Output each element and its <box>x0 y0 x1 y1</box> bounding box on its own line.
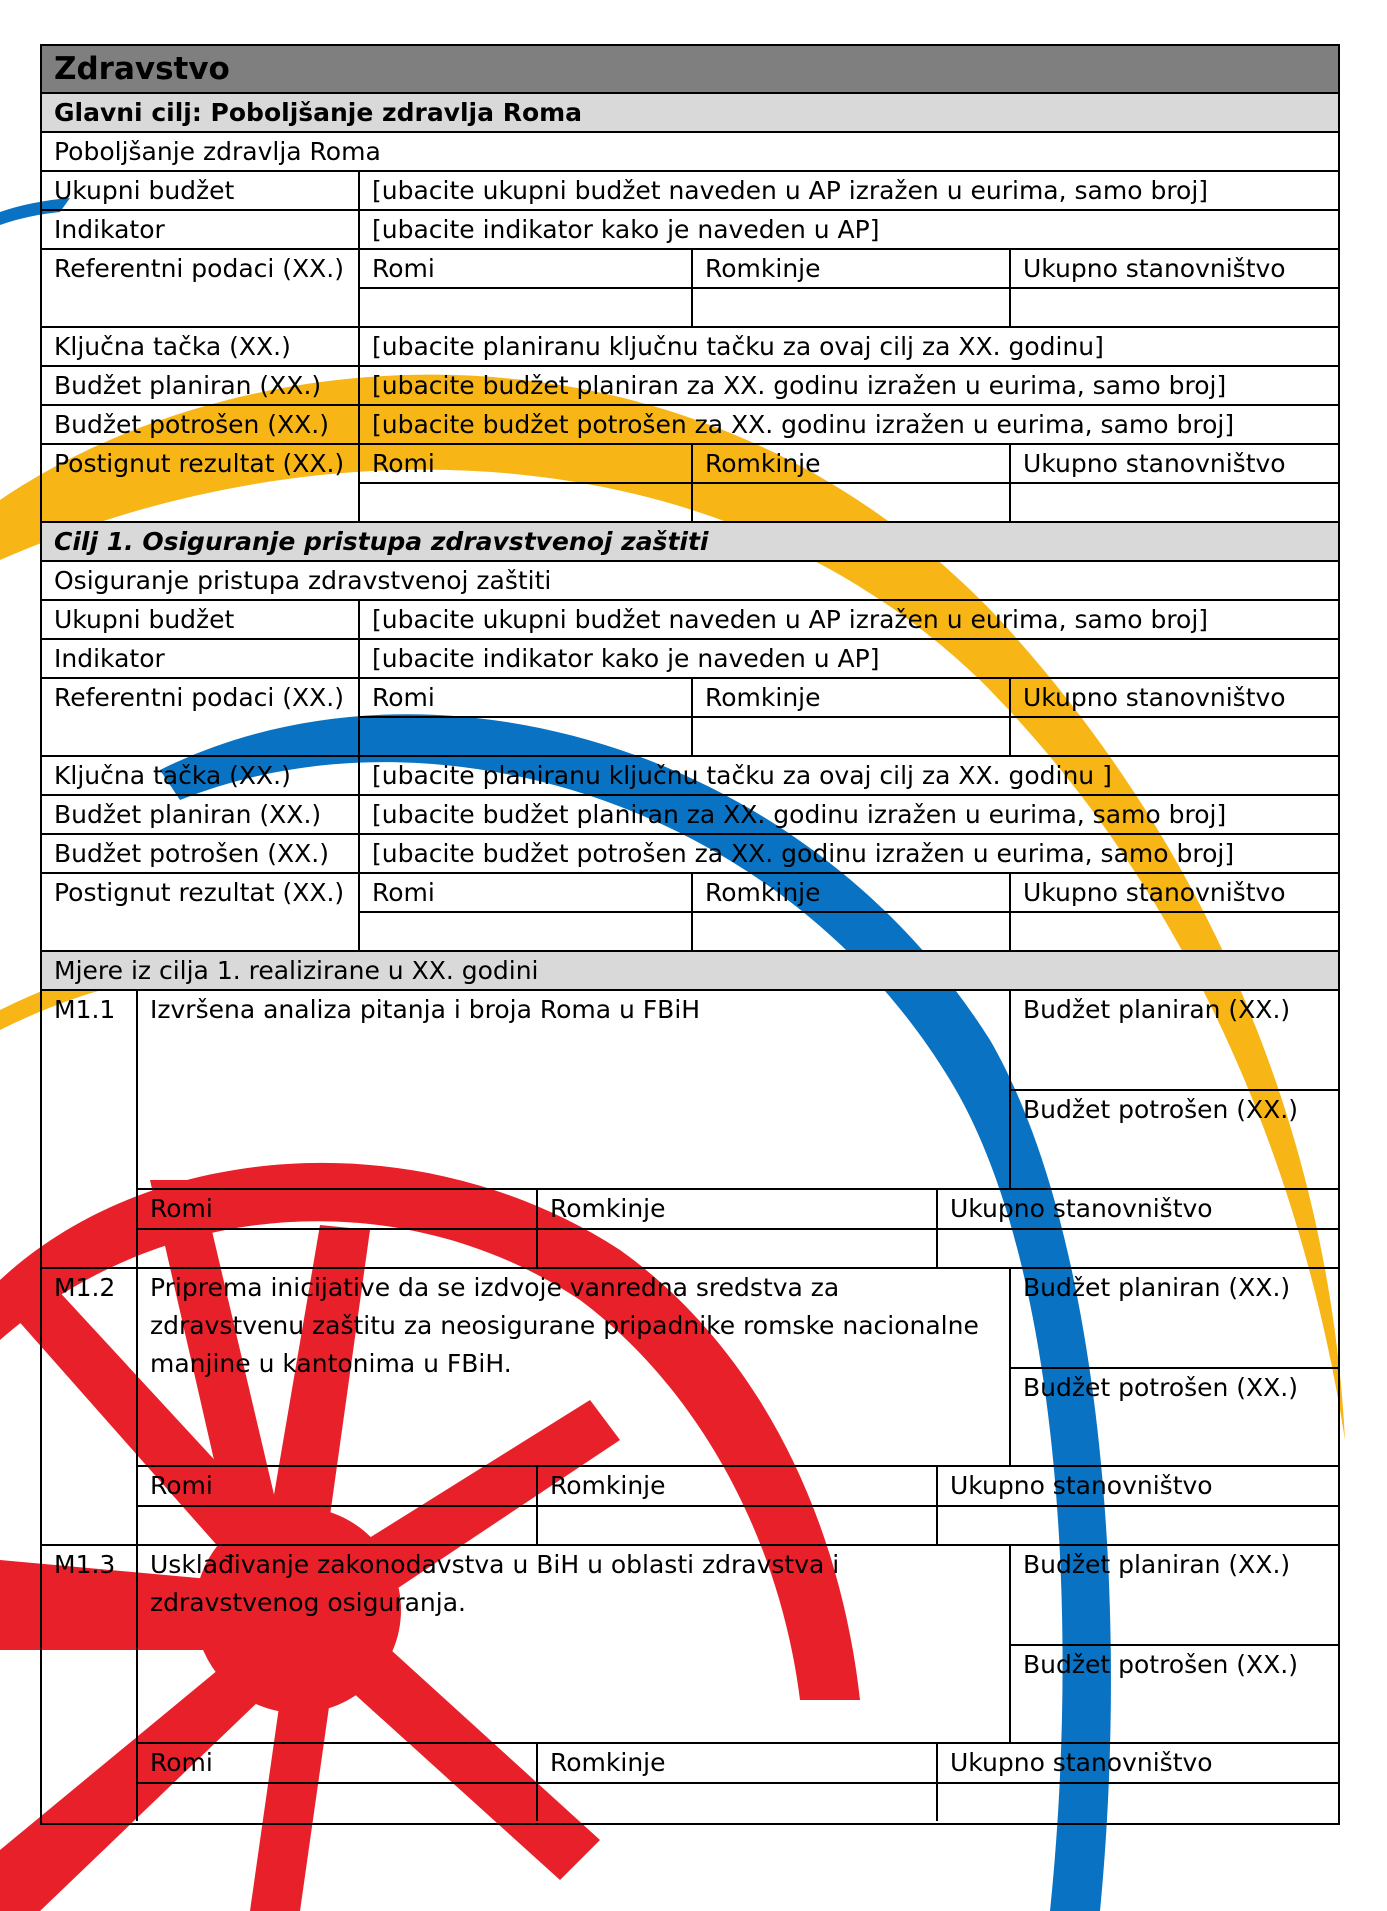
measure-budget-spent: Budžet potrošen (XX.) <box>1009 1091 1338 1188</box>
ref-romkinje-header: Romkinje <box>691 679 1009 755</box>
measure-code: M1.1 <box>54 995 116 1024</box>
milestone-field[interactable]: [ubacite planiranu ključnu tačku za ovaj cilj za XX. godinu] <box>358 328 1338 365</box>
indicator-field[interactable]: [ubacite indikator kako je naveden u AP] <box>358 640 1338 677</box>
measure-budget-spent: Budžet potrošen (XX.) <box>1009 1369 1338 1465</box>
measure-code: M1.3 <box>54 1550 116 1579</box>
main-budget-spent-row <box>42 406 1338 445</box>
goal1-budget-spent-row <box>42 835 1338 874</box>
measure-ukupno-header: Ukupno stanovništvo <box>936 1467 1338 1544</box>
measures-heading: Mjere iz cilja 1. realizirane u XX. godini <box>54 956 539 985</box>
total-budget-label: Ukupni budžet <box>54 176 235 205</box>
main-goal-subtitle-row <box>42 133 1338 172</box>
budget-spent-label: Budžet potrošen (XX.) <box>54 410 330 439</box>
milestone-label: Ključna tačka (XX.) <box>54 761 291 790</box>
ref-ukupno-header: Ukupno stanovništvo <box>1009 679 1338 755</box>
measure-ukupno-header: Ukupno stanovništvo <box>936 1744 1338 1821</box>
budget-planned-label: Budžet planiran (XX.) <box>54 800 322 829</box>
budget-planned-field[interactable]: [ubacite budžet planiran za XX. godinu izražen u eurima, samo broj] <box>358 796 1338 833</box>
result-label: Postignut rezultat (XX.) <box>54 449 345 478</box>
main-goal-heading-row <box>42 94 1338 133</box>
goal1-milestone-row <box>42 757 1338 796</box>
measure-romi-header: Romi <box>136 1744 536 1821</box>
measure-budget-planned: Budžet planiran (XX.) <box>1009 991 1338 1091</box>
goal1-heading: Cilj 1. Osiguranje pristupa zdravstvenoj zaštiti <box>54 527 709 556</box>
section-title: Zdravstvo <box>54 51 230 87</box>
measures-heading-row <box>42 952 1338 991</box>
goal1-subtitle-row <box>42 562 1338 601</box>
measure-romkinje-header: Romkinje <box>536 1744 936 1821</box>
measure-romkinje-header: Romkinje <box>536 1467 936 1544</box>
goal1-total-budget-row <box>42 601 1338 640</box>
health-report-form <box>40 44 1340 1825</box>
budget-spent-label: Budžet potrošen (XX.) <box>54 839 330 868</box>
main-result-row <box>42 445 1338 523</box>
ref-romkinje-header: Romkinje <box>691 250 1009 326</box>
measure-text: Priprema inicijative da se izdvoje vanredna sredstva za zdravstvenu zaštitu za neosigurane pripadnike romske nacionalne manjine u kantonima u FBiH. <box>136 1269 1009 1465</box>
main-goal-heading: Glavni cilj: Poboljšanje zdravlja Roma <box>54 98 583 127</box>
measure-budget-planned: Budžet planiran (XX.) <box>1009 1269 1338 1369</box>
main-reference-row <box>42 250 1338 328</box>
budget-spent-field[interactable]: [ubacite budžet potrošen za XX. godinu izražen u eurima, samo broj] <box>358 835 1338 872</box>
total-budget-label: Ukupni budžet <box>54 605 235 634</box>
reference-label: Referentni podaci (XX.) <box>54 254 345 283</box>
measure-budget-planned: Budžet planiran (XX.) <box>1009 1546 1338 1646</box>
result-romkinje-header: Romkinje <box>691 874 1009 950</box>
reference-label: Referentni podaci (XX.) <box>54 683 345 712</box>
measure-ukupno-header: Ukupno stanovništvo <box>936 1190 1338 1267</box>
measure-romi-header: Romi <box>136 1467 536 1544</box>
indicator-field[interactable]: [ubacite indikator kako je naveden u AP] <box>358 211 1338 248</box>
result-romi-header: Romi <box>358 445 691 521</box>
main-indicator-row <box>42 211 1338 250</box>
budget-spent-field[interactable]: [ubacite budžet potrošen za XX. godinu izražen u eurima, samo broj] <box>358 406 1338 443</box>
main-budget-planned-row <box>42 367 1338 406</box>
milestone-field[interactable]: [ubacite planiranu ključnu tačku za ovaj cilj za XX. godinu ] <box>358 757 1338 794</box>
ref-ukupno-header: Ukupno stanovništvo <box>1009 250 1338 326</box>
result-romi-header: Romi <box>358 874 691 950</box>
goal1-budget-planned-row <box>42 796 1338 835</box>
measure-m1-1 <box>42 991 1338 1269</box>
budget-planned-field[interactable]: [ubacite budžet planiran za XX. godinu izražen u eurima, samo broj] <box>358 367 1338 404</box>
measure-romi-header: Romi <box>136 1190 536 1267</box>
milestone-label: Ključna tačka (XX.) <box>54 332 291 361</box>
goal1-heading-row <box>42 523 1338 562</box>
main-total-budget-row <box>42 172 1338 211</box>
ref-romi-header: Romi <box>358 679 691 755</box>
goal1-reference-row <box>42 679 1338 757</box>
main-goal-subtitle: Poboljšanje zdravlja Roma <box>54 137 381 166</box>
total-budget-field[interactable]: [ubacite ukupni budžet naveden u AP izražen u eurima, samo broj] <box>358 172 1338 209</box>
measure-m1-3 <box>42 1546 1338 1823</box>
section-title-row <box>42 46 1338 94</box>
result-label: Postignut rezultat (XX.) <box>54 878 345 907</box>
measure-text: Izvršena analiza pitanja i broja Roma u FBiH <box>136 991 1009 1188</box>
result-romkinje-header: Romkinje <box>691 445 1009 521</box>
indicator-label: Indikator <box>54 644 165 673</box>
goal1-indicator-row <box>42 640 1338 679</box>
goal1-subtitle: Osiguranje pristupa zdravstvenoj zaštiti <box>54 566 552 595</box>
measure-m1-2 <box>42 1269 1338 1546</box>
measure-code: M1.2 <box>54 1273 116 1302</box>
main-milestone-row <box>42 328 1338 367</box>
budget-planned-label: Budžet planiran (XX.) <box>54 371 322 400</box>
ref-romi-header: Romi <box>358 250 691 326</box>
measure-romkinje-header: Romkinje <box>536 1190 936 1267</box>
total-budget-field[interactable]: [ubacite ukupni budžet naveden u AP izražen u eurima, samo broj] <box>358 601 1338 638</box>
result-ukupno-header: Ukupno stanovništvo <box>1009 445 1338 521</box>
result-ukupno-header: Ukupno stanovništvo <box>1009 874 1338 950</box>
measure-text: Usklađivanje zakonodavstva u BiH u oblasti zdravstva i zdravstvenog osiguranja. <box>136 1546 1009 1742</box>
measure-budget-spent: Budžet potrošen (XX.) <box>1009 1646 1338 1742</box>
indicator-label: Indikator <box>54 215 165 244</box>
goal1-result-row <box>42 874 1338 952</box>
